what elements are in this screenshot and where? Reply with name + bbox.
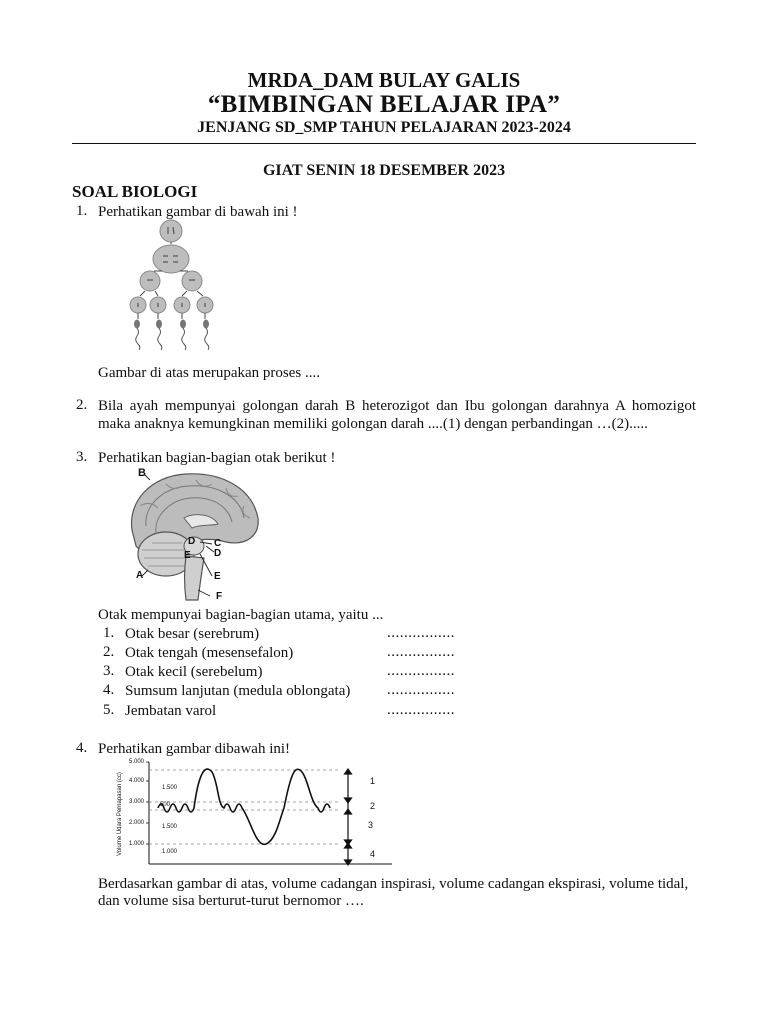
- y-tick-3000: 3.000: [129, 799, 145, 805]
- volume-label-erv: 1.500: [162, 824, 178, 830]
- q4-number: 4.: [76, 740, 88, 756]
- bracket-label-3: 3: [368, 820, 374, 830]
- brain-label-a: A: [136, 570, 144, 581]
- list-item-number: 3.: [103, 663, 115, 679]
- header-title-line3: JENJANG SD_SMP TAHUN PELAJARAN 2023-2024: [197, 119, 571, 136]
- brain-label-d-inner: D: [188, 536, 196, 547]
- q2-line2: maka anaknya kemungkinan memiliki golongan darah ....(1) dengan perbandingan …(2).....: [98, 416, 648, 432]
- header-title-line1: MRDA_DAM BULAY GALIS: [247, 68, 521, 92]
- answer-blank: ................: [387, 702, 455, 718]
- q3-prompt: Perhatikan bagian-bagian otak berikut !: [98, 450, 336, 466]
- y-tick-5000: 5.000: [129, 759, 145, 765]
- answer-blank: ................: [387, 644, 455, 660]
- q4-prompt: Perhatikan gambar dibawah ini!: [98, 741, 291, 757]
- list-item-number: 4.: [103, 682, 115, 698]
- list-item-label: Otak kecil (serebelum): [125, 664, 263, 680]
- header-title-line2: “BIMBINGAN BELAJAR IPA”: [207, 91, 561, 118]
- answer-blank: ................: [387, 682, 455, 698]
- list-item-number: 1.: [103, 625, 115, 641]
- list-item-label: Otak tengah (mesensefalon): [125, 645, 294, 661]
- list-item-label: Jembatan varol: [125, 703, 217, 719]
- q4-line1: Berdasarkan gambar di atas, volume cadangan inspirasi, volume cadangan ekspirasi, volume tidal,: [98, 876, 689, 892]
- meiosis-diagram: [120, 218, 220, 352]
- volume-label-tidal: 500: [160, 802, 171, 808]
- bracket-label-2: 2: [370, 801, 376, 811]
- volume-label-residual: 1.000: [162, 849, 178, 855]
- q3-number: 3.: [76, 449, 88, 465]
- q3-intro: Otak mempunyai bagian-bagian utama, yaitu ...: [98, 607, 384, 623]
- brain-label-e-inner: E: [184, 550, 191, 561]
- bracket-label-4: 4: [370, 849, 376, 859]
- y-tick-2000: 2.000: [129, 820, 145, 826]
- answer-blank: ................: [387, 663, 455, 679]
- q4-line2: dan volume sisa berturut-turut bernomor ….: [98, 893, 364, 909]
- brain-diagram: [126, 466, 266, 602]
- q2-number: 2.: [76, 397, 88, 413]
- date-line: GIAT SENIN 18 DESEMBER 2023: [262, 162, 506, 179]
- y-tick-1000: 1.000: [129, 841, 145, 847]
- brain-label-c: C: [214, 538, 222, 549]
- q1-number: 1.: [76, 203, 88, 219]
- q1-question: Gambar di atas merupakan proses ....: [98, 365, 321, 381]
- bracket-label-1: 1: [370, 776, 376, 786]
- brain-label-b: B: [138, 467, 146, 479]
- list-item-label: Otak besar (serebrum): [125, 626, 260, 642]
- q1-prompt: Perhatikan gambar di bawah ini !: [98, 204, 298, 220]
- list-item-number: 2.: [103, 644, 115, 660]
- list-item-label: Sumsum lanjutan (medula oblongata): [125, 683, 351, 699]
- q2-line1: Bila ayah mempunyai golongan darah B heterozigot dan Ibu golongan darahnya A homozigot: [98, 398, 696, 414]
- brain-label-d: D: [214, 548, 222, 559]
- brain-label-f: F: [216, 591, 223, 602]
- section-title: SOAL BIOLOGI: [72, 182, 198, 201]
- answer-blank: ................: [387, 625, 455, 641]
- volume-label-irv: 1.500: [162, 785, 178, 791]
- graph-ylabel: Volume Udara Pernapasan (cc): [117, 772, 123, 856]
- y-tick-4000: 4.000: [129, 778, 145, 784]
- header-divider: [72, 143, 696, 144]
- brain-label-e: E: [214, 571, 221, 582]
- list-item-number: 5.: [103, 702, 115, 718]
